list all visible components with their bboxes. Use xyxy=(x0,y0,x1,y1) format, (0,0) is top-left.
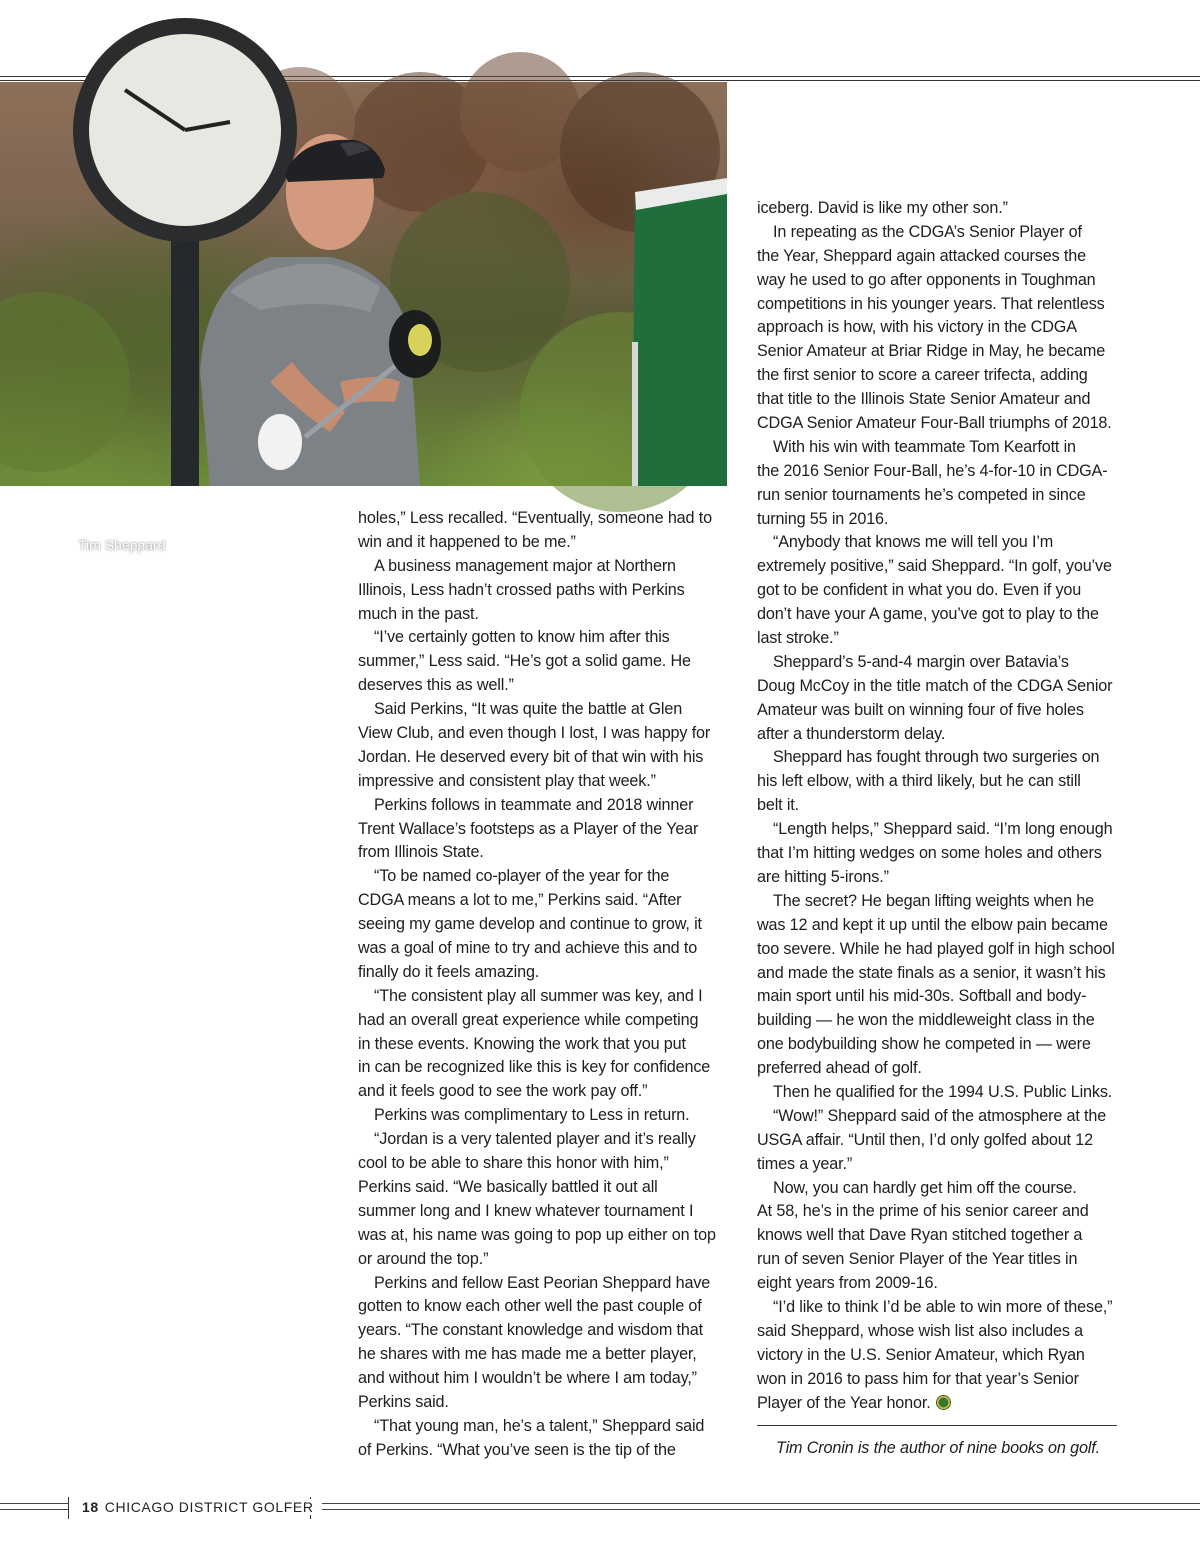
article-column-right xyxy=(757,197,1129,1415)
text-line: impressive and consistent play that week.” xyxy=(358,771,656,790)
text-line: “The consistent play all summer was key, and I xyxy=(358,986,703,1005)
text-line: View Club, and even though I lost, I was happy for xyxy=(358,724,711,743)
text-line: Jordan. He deserved every bit of that win with his xyxy=(358,747,704,766)
text-line: USGA affair. “Until then, I’d only golfed about 12 xyxy=(757,1130,1093,1149)
text-line: Perkins said. xyxy=(358,1392,449,1411)
text-line: was 12 and kept it up until the elbow pain became xyxy=(757,915,1108,934)
text-line: competitions in his younger years. That relentless xyxy=(757,294,1105,313)
text-line: knows well that Dave Ryan stitched together a xyxy=(757,1226,1083,1245)
text-line: was at, his name was going to pop up either on top xyxy=(358,1225,716,1244)
text-line: got to be confident in what you do. Even if you xyxy=(757,581,1082,600)
text-line: “I’d like to think I’d be able to win more of these,” xyxy=(757,1297,1113,1316)
text-line: gotten to know each other well the past couple of xyxy=(358,1297,702,1316)
text-line: Perkins was complimentary to Less in return. xyxy=(358,1106,690,1125)
text-line: summer long and I knew whatever tournament I xyxy=(358,1201,694,1220)
text-line: “I’ve certainly gotten to know him after this xyxy=(358,628,670,647)
bio-divider xyxy=(757,1425,1117,1426)
text-line: The secret? He began lifting weights when he xyxy=(757,891,1094,910)
article-column-left xyxy=(358,507,730,1463)
page-footer xyxy=(80,1499,322,1515)
text-line: turning 55 in 2016. xyxy=(757,509,889,528)
text-line: don’t have your A game, you’ve got to play to the xyxy=(757,605,1099,624)
text-line: extremely positive,” said Sheppard. “In golf, you’ve xyxy=(757,557,1112,576)
text-line: of Perkins. “What you’ve seen is the tip of the xyxy=(358,1440,676,1459)
text-line: the Year, Sheppard again attacked courses the xyxy=(757,246,1086,265)
text-line: or around the top.” xyxy=(358,1249,489,1268)
text-line: main sport until his mid-30s. Softball and body- xyxy=(757,987,1087,1006)
text-line: the 2016 Senior Four-Ball, he’s 4-for-10 in CDGA- xyxy=(757,461,1108,480)
text-line: times a year.” xyxy=(757,1154,853,1173)
text-line: way he used to go after opponents in Toughman xyxy=(757,270,1096,289)
text-line: won in 2016 to pass him for that year’s Senior xyxy=(757,1369,1079,1388)
text-line: deserves this as well.” xyxy=(358,676,514,695)
publication-name: CHICAGO DISTRICT GOLFER xyxy=(104,1499,314,1515)
text-line: in can be recognized like this is key for confidence xyxy=(358,1058,711,1077)
text-line: that I’m hitting wedges on some holes and others xyxy=(757,844,1102,863)
text-line: “Jordan is a very talented player and it’s really xyxy=(358,1130,696,1149)
text-line: run senior tournaments he’s competed in since xyxy=(757,485,1086,504)
text-line: was a goal of mine to try and achieve this and to xyxy=(358,939,698,958)
page-number: 18 xyxy=(82,1499,99,1515)
text-line: In repeating as the CDGA’s Senior Player of xyxy=(757,222,1082,241)
text-line: “That young man, he’s a talent,” Sheppard said xyxy=(358,1416,705,1435)
text-line: are hitting 5-irons.” xyxy=(757,867,889,886)
text-line: “Anybody that knows me will tell you I’m xyxy=(757,533,1054,552)
text-line: had an overall great experience while competing xyxy=(358,1010,699,1029)
text-line: and made the state finals as a senior, it wasn’t his xyxy=(757,963,1106,982)
text-line: belt it. xyxy=(757,796,799,815)
text-line: his left elbow, with a third likely, but he can still xyxy=(757,772,1081,791)
text-line: “To be named co-player of the year for the xyxy=(358,867,670,886)
text-line: the first senior to score a career trifecta, adding xyxy=(757,366,1088,385)
text-line: much in the past. xyxy=(358,604,479,623)
author-bio: Tim Cronin is the author of nine books on golf. xyxy=(776,1439,1100,1457)
text-line: With his win with teammate Tom Kearfott in xyxy=(757,437,1076,456)
text-line: that title to the Illinois State Senior Amateur and xyxy=(757,390,1091,409)
text-line: Perkins follows in teammate and 2018 winner xyxy=(358,795,694,814)
text-line: one bodybuilding show he competed in — were xyxy=(757,1035,1091,1054)
text-line: “Length helps,” Sheppard said. “I’m long enough xyxy=(757,820,1113,839)
text-line: Amateur was built on winning four of five holes xyxy=(757,700,1084,719)
text-line: At 58, he’s in the prime of his senior career and xyxy=(757,1202,1089,1221)
text-line: Player of the Year honor. xyxy=(757,1392,1129,1416)
text-line: Perkins and fellow East Peorian Sheppard have xyxy=(358,1273,711,1292)
text-line: years. “The constant knowledge and wisdom that xyxy=(358,1321,703,1340)
text-line: holes,” Less recalled. “Eventually, someone had to xyxy=(358,509,712,527)
text-line: victory in the U.S. Senior Amateur, which Ryan xyxy=(757,1345,1085,1364)
photo-illustration xyxy=(0,82,727,486)
text-line: iceberg. David is like my other son.” xyxy=(757,199,1008,217)
text-line: win and it happened to be me.” xyxy=(358,532,576,551)
text-line: in these events. Knowing the work that you put xyxy=(358,1034,686,1053)
text-line: CDGA Senior Amateur Four-Ball triumphs of 2018. xyxy=(757,414,1112,433)
text-line: Said Perkins, “It was quite the battle at Glen xyxy=(358,700,683,719)
text-line: Now, you can hardly get him off the course. xyxy=(757,1178,1077,1197)
cdga-logo-icon xyxy=(936,1395,951,1410)
text-line: eight years from 2009-16. xyxy=(757,1274,938,1293)
text-line: finally do it feels amazing. xyxy=(358,962,540,981)
text-line: he shares with me has made me a better player, xyxy=(358,1345,697,1364)
text-line: run of seven Senior Player of the Year titles in xyxy=(757,1250,1078,1269)
text-line: last stroke.” xyxy=(757,629,839,648)
text-line: “Wow!” Sheppard said of the atmosphere at the xyxy=(757,1106,1107,1125)
text-line: building — he won the middleweight class in the xyxy=(757,1011,1095,1030)
text-line: cool to be able to share this honor with him,” xyxy=(358,1154,669,1173)
text-line: Sheppard’s 5-and-4 margin over Batavia’s xyxy=(757,652,1069,671)
text-line: Doug McCoy in the title match of the CDGA Senior xyxy=(757,676,1113,695)
text-line: and it feels good to see the work pay off.” xyxy=(358,1082,648,1101)
text-line: approach is how, with his victory in the CDGA xyxy=(757,318,1077,337)
text-line: Trent Wallace’s footsteps as a Player of the Year xyxy=(358,819,699,838)
text-line: A business management major at Northern xyxy=(358,556,676,575)
text-line: from Illinois State. xyxy=(358,843,484,862)
footer-tick-left xyxy=(68,1497,69,1519)
text-line: said Sheppard, whose wish list also includes a xyxy=(757,1321,1084,1340)
text-line: CDGA means a lot to me,” Perkins said. “After xyxy=(358,891,682,910)
text-line: too severe. While he had played golf in high school xyxy=(757,939,1115,958)
text-line: and without him I wouldn’t be where I am today,” xyxy=(358,1369,697,1388)
text-line: seeing my game develop and continue to grow, it xyxy=(358,915,702,934)
text-line: Perkins said. “We basically battled it out all xyxy=(358,1177,658,1196)
text-line: Sheppard has fought through two surgeries on xyxy=(757,748,1100,767)
text-line: preferred ahead of golf. xyxy=(757,1059,922,1078)
text-line: Senior Amateur at Briar Ridge in May, he became xyxy=(757,342,1106,361)
photo-caption: Tim Sheppard xyxy=(78,537,166,553)
text-line: Illinois, Less hadn’t crossed paths with Perkins xyxy=(358,580,685,599)
text-line: Then he qualified for the 1994 U.S. Public Links. xyxy=(757,1082,1113,1101)
text-line: summer,” Less said. “He’s got a solid game. He xyxy=(358,652,691,671)
text-line: after a thunderstorm delay. xyxy=(757,724,946,743)
